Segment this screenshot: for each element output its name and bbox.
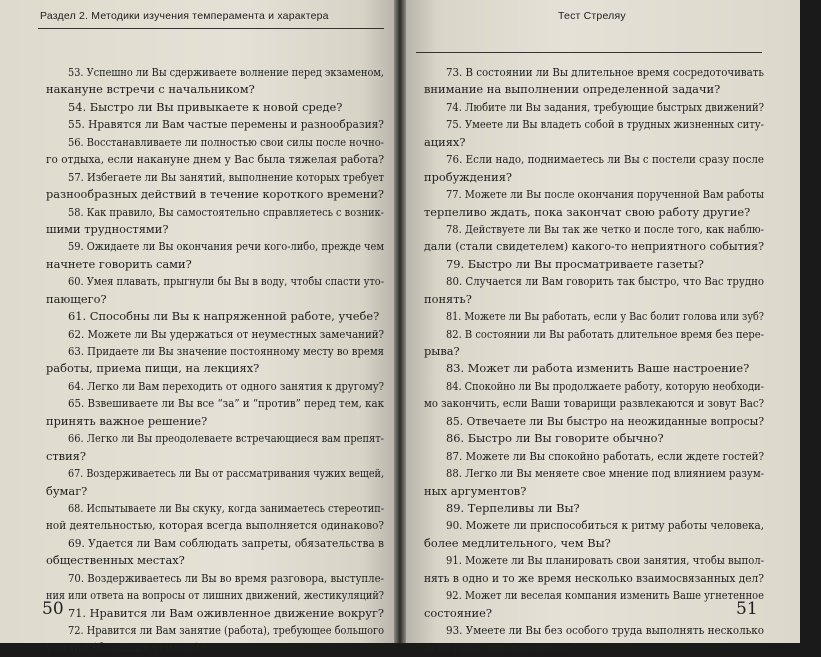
text-line: мо закончить, если Ваши товарищи развлекаются и зовут Вас? [424, 396, 765, 411]
text-line: 61. Способны ли Вы к напряженной работе, учебе? [68, 309, 380, 324]
text-line: 76. Если надо, поднимаетесь ли Вы с постели сразу после [446, 152, 764, 167]
text-line: внимание на выполнении определенной задачи? [424, 82, 721, 97]
text-line: 90. Можете ли приспособиться к ритму работы человека, [446, 518, 764, 533]
text-line: 62. Можете ли Вы удержаться от неуместных замечаний? [68, 326, 385, 341]
text-line: 53. Успешно ли Вы сдерживаете волнение перед экзаменом, [68, 65, 385, 79]
text-line: 86. Быстро ли Вы говорите обычно? [446, 431, 664, 446]
text-line: 83. Может ли работа изменить Ваше настроение? [446, 361, 750, 376]
text-line: 74. Любите ли Вы задания, требующие быстрых движений? [446, 99, 765, 114]
text-line: 69. Удается ли Вам соблюдать запреты, обязательства в [68, 535, 385, 550]
text-line: нять в одно и то же время несколько взаимосвязанных дел? [424, 570, 765, 585]
text-line: понять? [424, 291, 472, 306]
text-line: начнете говорить сами? [46, 256, 192, 271]
text-line: терпеливо ждать, пока закончат свою работу другие? [424, 204, 751, 219]
text-line: ной деятельностью, которая всегда выполняется одинаково? [46, 518, 384, 533]
text-line: 57. Избегаете ли Вы занятий, выполнение которых требует [68, 169, 385, 184]
text-line: 84. Спокойно ли Вы продолжаете работу, которую необходи- [446, 378, 764, 393]
text-line: 93. Умеете ли Вы без особого труда выполнять несколько [446, 623, 764, 637]
page-number-left: 50 [42, 599, 64, 619]
text-line: 77. Можете ли Вы после окончания порученной Вам работы [446, 187, 765, 202]
text-line: 91. Можете ли Вы планировать свои занятия, чтобы выпол- [446, 553, 764, 568]
left-page [0, 0, 394, 655]
text-line: 56. Восстанавливаете ли полностью свои силы после ночно- [68, 134, 384, 149]
right-text-block [424, 64, 764, 657]
text-line: 67. Воздерживаетесь ли Вы от рассматривания чужих вещей, [68, 466, 385, 481]
text-line: 71. Нравится ли Вам оживленное движение вокруг? [68, 605, 385, 620]
text-line: 68. Испытываете ли Вы скуку, когда занимаетесь стереотип- [68, 500, 385, 515]
text-line: состояние? [424, 605, 492, 620]
text-line: 85. Отвечаете ли Вы быстро на неожиданные вопросы? [446, 413, 764, 428]
text-line: 78. Действуете ли Вы так же четко и после того, как наблю- [446, 221, 764, 236]
left-text-block [46, 64, 384, 657]
text-line: 55. Нравятся ли Вам частые перемены и разнообразия? [68, 117, 384, 132]
text-line: 60. Умея плавать, прыгнули бы Вы в воду, чтобы спасти уто- [68, 274, 385, 289]
text-line: усилия (больших усилий)? [46, 640, 206, 655]
text-line: 88. Легко ли Вы меняете свое мнение под влиянием разум- [446, 466, 765, 481]
text-line: 75. Умеете ли Вы владеть собой в трудных жизненных ситу- [446, 117, 764, 132]
page-number-right: 51 [736, 599, 758, 619]
text-line: принять важное решение? [46, 413, 208, 428]
text-line: ния или ответа на вопросы от лишних движений, жестикуляций? [46, 588, 384, 603]
text-line: 73. В состоянии ли Вы длительное время сосредоточивать [446, 65, 765, 79]
text-line: го отдыха, если накануне днем у Вас была тяжелая работа? [46, 152, 384, 167]
text-line: 58. Как правило, Вы самостоятельно справляетесь с возник- [68, 204, 384, 219]
text-line: 92. Может ли веселая компания изменить Ваше угнетенное [446, 588, 765, 603]
text-line: 87. Можете ли Вы спокойно работать, если ждете гостей? [446, 448, 764, 463]
running-header-right: Тест Стреляу [558, 10, 626, 22]
text-line: 89. Терпеливы ли Вы? [446, 500, 580, 515]
text-line: 80. Случается ли Вам говорить так быстро, что Вас трудно [446, 274, 764, 289]
text-line: 72. Нравится ли Вам занятие (работа), требующее большого [68, 623, 385, 637]
text-line: рыва? [424, 344, 460, 358]
text-line: ных аргументов? [424, 483, 527, 498]
text-line: ствия? [46, 448, 86, 463]
text-line: 64. Легко ли Вам переходить от одного занятия к другому? [68, 378, 385, 393]
text-line: накануне встречи с начальником? [46, 82, 255, 97]
running-header-left: Раздел 2. Методики изучения темперамента и характера [40, 10, 329, 22]
text-line: общественных местах? [46, 553, 185, 568]
text-line: дали (стали свидетелем) какого-то неприятного события? [424, 239, 764, 254]
text-line: разнообразных действий в течение короткого времени? [46, 187, 384, 202]
text-line: бумаг? [46, 483, 88, 498]
text-line: 59. Ожидаете ли Вы окончания речи кого-либо, прежде чем [68, 239, 385, 254]
text-line: 66. Легко ли Вы преодолеваете встречающиеся вам препят- [68, 431, 385, 446]
header-rule-right [416, 52, 762, 53]
text-line: 79. Быстро ли Вы просматриваете газеты? [446, 256, 704, 271]
right-page [406, 0, 800, 655]
text-line: 65. Взвешиваете ли Вы все “за” и “против” перед тем, как [68, 396, 384, 411]
text-line: 82. В состоянии ли Вы работать длительное время без пере- [446, 326, 764, 341]
text-line: 63. Придаете ли Вы значение постоянному месту во время [68, 344, 385, 358]
text-line: работы, приема пищи, на лекциях? [46, 361, 260, 376]
text-line: пробуждения? [424, 169, 513, 184]
book-spine [394, 0, 406, 643]
text-line: 81. Можете ли Вы работать, если у Вас болит голова или зуб? [446, 309, 764, 324]
text-line: пающего? [46, 291, 107, 306]
header-rule-left [38, 28, 384, 29]
text-line: действий одновременно? [424, 640, 576, 655]
text-line: шими трудностями? [46, 221, 169, 236]
text-line: 54. Быстро ли Вы привыкаете к новой среде? [68, 99, 343, 114]
text-line: ациях? [424, 134, 466, 149]
text-line: 70. Воздерживаетесь ли Вы во время разговора, выступле- [68, 570, 384, 585]
text-line: более медлительного, чем Вы? [424, 535, 611, 550]
